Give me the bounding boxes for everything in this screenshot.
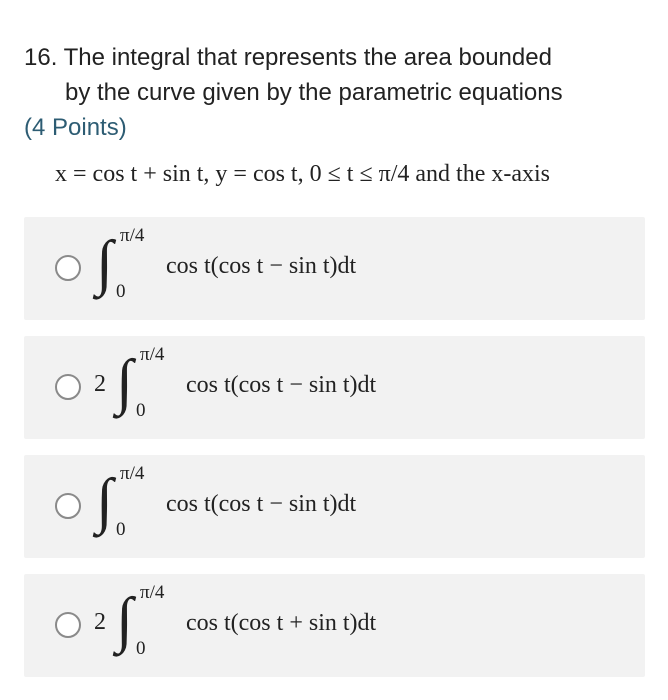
coefficient: 2 [94, 609, 106, 635]
question-line-1: 16. The integral that represents the area bounded [24, 44, 552, 71]
lower-limit: 0 [136, 638, 146, 659]
integral-sign-icon: ∫ [96, 467, 113, 535]
radio-button[interactable] [55, 255, 81, 281]
upper-limit: π/4 [120, 463, 145, 484]
upper-limit: π/4 [120, 225, 145, 246]
answer-option-4[interactable] [24, 574, 645, 677]
integrand: cos t(cos t − sin t)dt [186, 372, 377, 398]
integral-sign-icon: ∫ [116, 348, 133, 416]
answer-option-3[interactable] [24, 455, 645, 558]
parametric-equation: x = cos t + sin t, y = cos t, 0 ≤ t ≤ π/4 and the x-axis [55, 161, 551, 187]
integral-sign-icon: ∫ [116, 586, 133, 654]
lower-limit: 0 [136, 400, 146, 421]
question-text [24, 40, 654, 110]
points-label: (4 Points) [24, 114, 127, 141]
radio-button[interactable] [55, 612, 81, 638]
integrand: cos t(cos t − sin t)dt [166, 253, 357, 279]
question-line-2: by the curve given by the parametric equations [65, 79, 563, 106]
integrand: cos t(cos t + sin t)dt [186, 610, 377, 636]
answer-option-1[interactable] [24, 217, 645, 320]
integrand: cos t(cos t − sin t)dt [166, 491, 357, 517]
radio-button[interactable] [55, 374, 81, 400]
upper-limit: π/4 [140, 582, 165, 603]
radio-button[interactable] [55, 493, 81, 519]
answer-option-2[interactable] [24, 336, 645, 439]
integral-sign-icon: ∫ [96, 229, 113, 297]
lower-limit: 0 [116, 281, 126, 302]
coefficient: 2 [94, 371, 106, 397]
lower-limit: 0 [116, 519, 126, 540]
upper-limit: π/4 [140, 344, 165, 365]
